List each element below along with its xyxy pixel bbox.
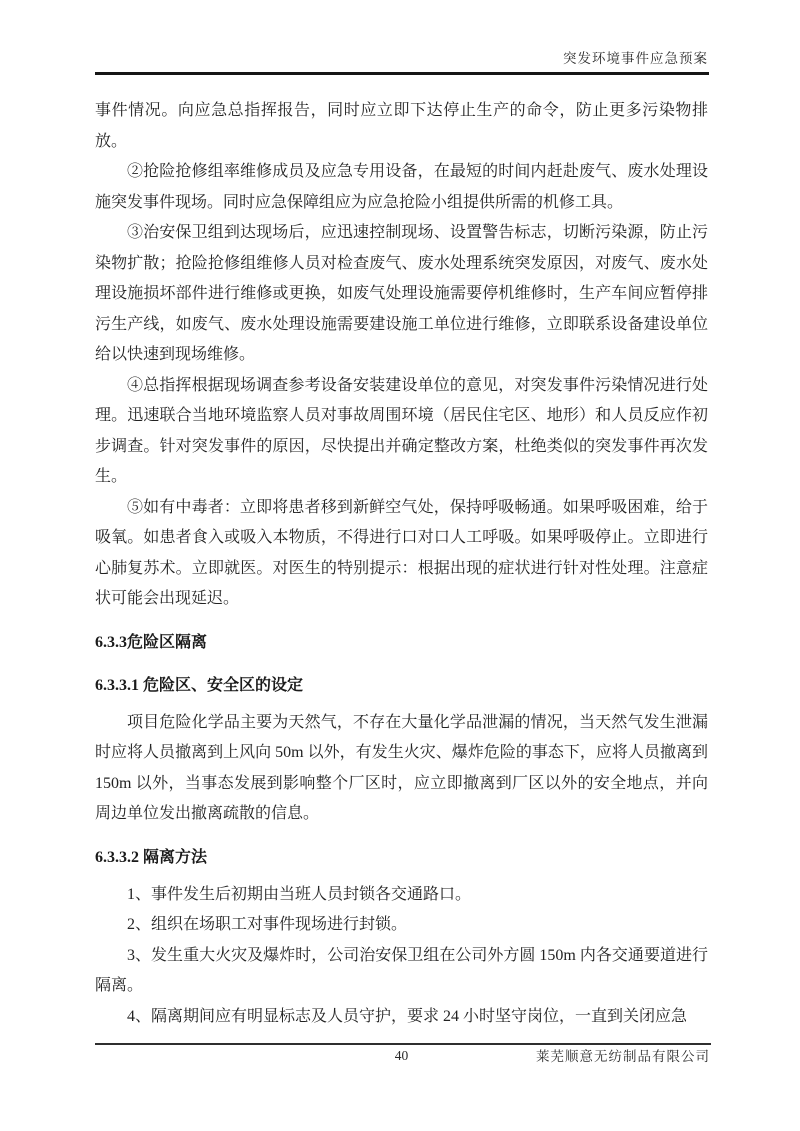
para-zone-setting: 项目危险化学品主要为天然气，不存在大量化学品泄漏的情况，当天然气发生泄漏时应将人员撤离到上风向 50m 以外，有发生火灾、爆炸危险的事态下，应将人员撤离到 150m 以外，当事态发展到影响整个厂区时，应立即撤离到厂区以外的安全地点，并向周边单位发出撤离疏散的信息。 xyxy=(95,713,708,822)
list-item-2: 2、组织在场职工对事件现场进行封锁。 xyxy=(127,916,408,933)
list-item-3: 3、发生重大火灾及爆炸时，公司治安保卫组在公司外方圆 150m 内各交通要道进行隔离。 xyxy=(95,946,708,994)
header-title: 突发环境事件应急预案 xyxy=(563,51,708,66)
para-step-2: ②抢险抢修组率维修成员及应急专用设备，在最短的时间内赶赴废气、废水处理设施突发事件现场。同时应急保障组应为应急抢险小组提供所需的机修工具。 xyxy=(95,163,708,211)
footer-company: 莱芜顺意无纺制品有限公司 xyxy=(536,1049,710,1064)
para-continuation: 事件情况。向应急总指挥报告，同时应立即下达停止生产的命令，防止更多污染物排放。 xyxy=(95,102,708,150)
page-number: 40 xyxy=(394,1048,409,1063)
para-step-3: ③治安保卫组到达现场后，应迅速控制现场、设置警告标志，切断污染源，防止污染物扩散；抢险抢修组维修人员对检查废气、废水处理系统突发原因，对废气、废水处理设施损坏部件进行维修或更换，如废气处理设施需要停机维修时，生产车间应暂停排污生产线，如废气、废水处理设施需要建设施工单位进行维修，立即联系设备建设单位给以快速到现场维修。 xyxy=(95,224,708,363)
footer-rule xyxy=(95,1043,711,1045)
heading-6-3-3-1: 6.3.3.1 危险区、安全区的设定 xyxy=(95,676,304,694)
list-item-4: 4、隔离期间应有明显标志及人员守护，要求 24 小时坚守岗位，一直到关闭应急 xyxy=(127,1007,688,1025)
document-body xyxy=(95,96,708,1032)
header-rule xyxy=(95,72,709,75)
heading-6-3-3-2: 6.3.3.2 隔离方法 xyxy=(95,848,208,866)
list-item-1: 1、事件发生后初期由当班人员封锁各交通路口。 xyxy=(127,885,472,903)
para-step-4: ④总指挥根据现场调查参考设备安装建设单位的意见，对突发事件污染情况进行处理。迅速联合当地环境监察人员对事故周围环境（居民住宅区、地形）和人员反应作初步调查。针对突发事件的原因，尽快提出并确定整改方案，杜绝类似的突发事件再次发生。 xyxy=(95,376,708,485)
para-step-5: ⑤如有中毒者：立即将患者移到新鲜空气处，保持呼吸畅通。如果呼吸困难，给于吸氧。如患者食入或吸入本物质，不得进行口对口人工呼吸。如果呼吸停止。立即进行心肺复苏术。立即就医。对医生的特别提示：根据出现的症状进行针对性处理。注意症状可能会出现延迟。 xyxy=(95,498,708,607)
heading-6-3-3: 6.3.3危险区隔离 xyxy=(95,633,208,651)
